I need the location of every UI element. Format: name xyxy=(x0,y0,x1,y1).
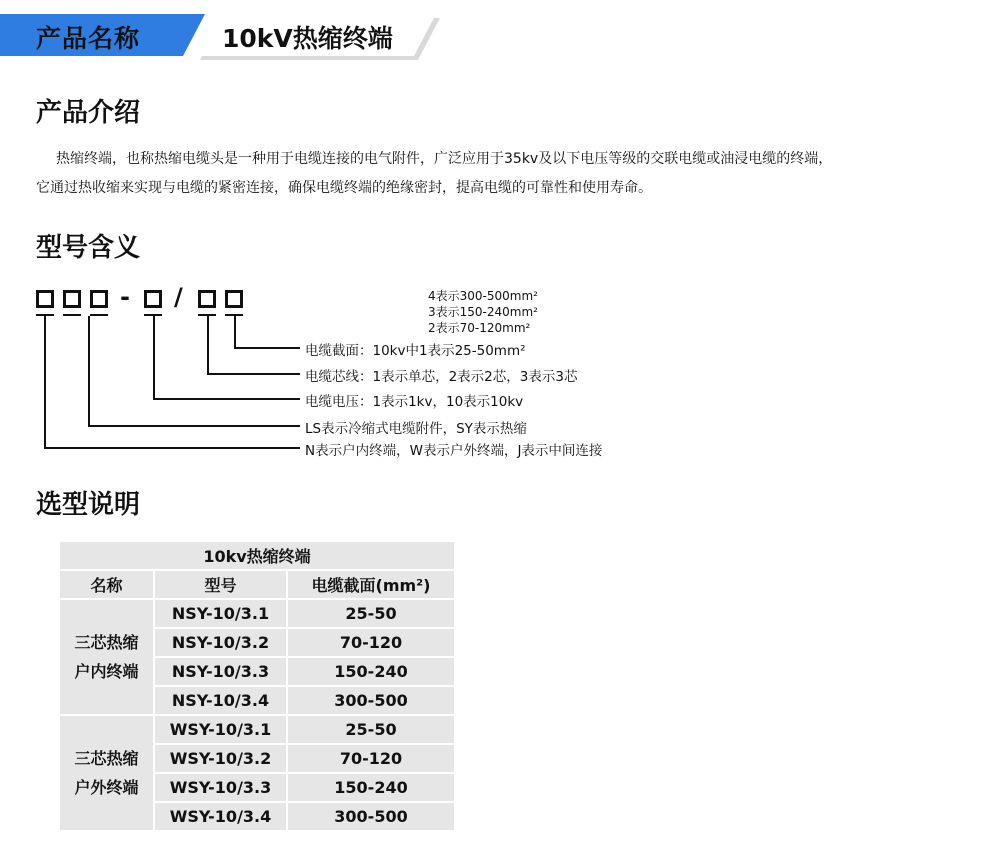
table-caption: 10kv热缩终端 xyxy=(60,542,454,569)
group-name-indoor xyxy=(60,600,153,714)
code-slash: / xyxy=(174,283,183,311)
selection-heading: 选型说明 xyxy=(36,490,141,520)
banner-value: 10kV热缩终端 xyxy=(222,24,393,53)
intro-heading: 产品介绍 xyxy=(36,98,141,128)
table-row xyxy=(60,600,454,627)
cell-model: WSY-10/3.3 xyxy=(155,774,286,801)
code-box-4 xyxy=(144,290,162,308)
cell-section: 150-240 xyxy=(288,658,454,685)
intro-line-2: 它通过热收缩来实现与电缆的紧密连接，确保电缆终端的绝缘密封，提高电缆的可靠性和使用寿命。 xyxy=(36,180,652,196)
cell-model: NSY-10/3.4 xyxy=(155,687,286,714)
model-diagram xyxy=(0,280,700,470)
cell-section: 150-240 xyxy=(288,774,454,801)
label-cable-voltage: 电缆电压：1表示1kv，10表示10kv xyxy=(305,394,524,410)
cell-section: 300-500 xyxy=(288,687,454,714)
header-section: 电缆截面(mm²) xyxy=(288,571,454,598)
cell-model: NSY-10/3.1 xyxy=(155,600,286,627)
code-box-1 xyxy=(36,290,54,308)
cell-model: NSY-10/3.2 xyxy=(155,629,286,656)
cell-section: 70-120 xyxy=(288,745,454,772)
section-option-4: 4表示300-500mm² xyxy=(428,289,538,303)
banner-label: 产品名称 xyxy=(36,24,141,53)
product-name-banner xyxy=(0,14,460,60)
connector-location-v xyxy=(44,316,46,449)
code-box-5 xyxy=(198,290,216,308)
cell-model: NSY-10/3.3 xyxy=(155,658,286,685)
cell-model: WSY-10/3.4 xyxy=(155,803,286,830)
intro-paragraph xyxy=(36,145,936,203)
connector-core-h xyxy=(207,373,300,375)
group-name-line: 户内终端 xyxy=(74,662,139,681)
cell-section: 25-50 xyxy=(288,600,454,627)
connector-section-h xyxy=(234,347,300,349)
group-name-line: 户外终端 xyxy=(74,778,139,797)
cell-model: WSY-10/3.1 xyxy=(155,716,286,743)
code-dash: - xyxy=(120,283,130,311)
group-name-outdoor xyxy=(60,716,153,830)
cell-section: 70-120 xyxy=(288,629,454,656)
code-box-2 xyxy=(63,290,81,308)
cell-section: 25-50 xyxy=(288,716,454,743)
label-accessory-type: LS表示冷缩式电缆附件，SY表示热缩 xyxy=(305,421,527,437)
cell-section: 300-500 xyxy=(288,803,454,830)
connector-voltage-v xyxy=(153,316,155,400)
section-option-3: 3表示150-240mm² xyxy=(428,305,538,319)
label-cable-cores: 电缆芯线：1表示单芯，2表示2芯，3表示3芯 xyxy=(305,369,578,385)
box3-underline xyxy=(90,314,108,316)
header-model: 型号 xyxy=(155,571,286,598)
connector-core-v xyxy=(207,316,209,375)
label-termination-location: N表示户内终端，W表示户外终端，J表示中间连接 xyxy=(305,443,603,459)
group-name-line: 三芯热缩 xyxy=(74,633,139,652)
intro-line-1: 热缩终端，也称热缩电缆头是一种用于电缆连接的电气附件，广泛应用于35kv及以下电压等级的交联电缆或油浸电缆的终端， xyxy=(56,151,833,167)
connector-type-v xyxy=(88,316,90,427)
connector-type-h xyxy=(88,425,300,427)
code-box-6 xyxy=(225,290,243,308)
connector-voltage-h xyxy=(153,398,300,400)
header-name: 名称 xyxy=(60,571,153,598)
section-option-2: 2表示70-120mm² xyxy=(428,321,531,335)
selection-table xyxy=(58,540,456,832)
connector-location-h xyxy=(44,447,300,449)
model-heading: 型号含义 xyxy=(36,233,141,263)
group-name-line: 三芯热缩 xyxy=(74,749,139,768)
box2-underline xyxy=(63,314,81,316)
cell-model: WSY-10/3.2 xyxy=(155,745,286,772)
connector-section-v xyxy=(234,316,236,349)
table-row xyxy=(60,716,454,743)
label-cable-section: 电缆截面：10kv中1表示25-50mm² xyxy=(305,343,526,359)
code-box-3 xyxy=(90,290,108,308)
